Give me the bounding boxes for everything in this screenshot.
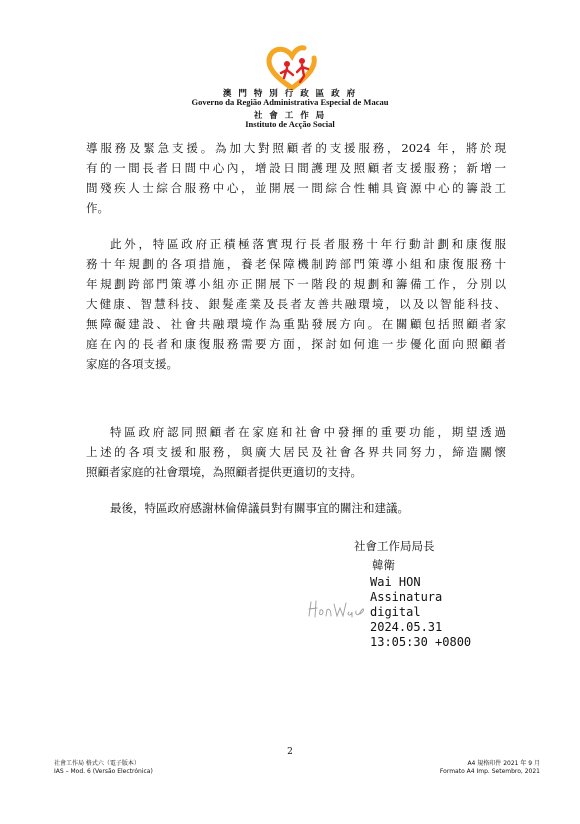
paragraph-1 [86, 138, 506, 218]
government-name-portuguese: Governo da Região Administrativa Especial de Macau [191, 97, 389, 107]
text-line: 年規劃跨部門策導小組亦正開展下一階段的規劃和籌備工作，分別以 [86, 277, 506, 291]
digital-signature-date: 2024.05.31 [370, 620, 443, 634]
text-line: 大健康、智慧科技、銀髮產業及長者友善共融環境，以及以智能科技、 [86, 297, 506, 311]
paragraph-3 [86, 422, 506, 482]
form-code-chinese: 社會工作局 格式六（電子版本） [54, 760, 140, 767]
footer-left [54, 760, 153, 776]
paragraph-2 [86, 234, 506, 374]
text-line: 上述的各項支援和服務，與廣大居民及社會各界共同努力，締造關懷 [86, 445, 506, 459]
form-code-portuguese: IAS – Mod. 6 (Versão Electrónica) [54, 768, 153, 775]
signatory-name: 韓衛 [372, 558, 395, 572]
text-line: 導服務及緊急支援。為加大對照顧者的支援服務，2024 年，將於現 [86, 141, 506, 155]
page-number: 2 [287, 747, 293, 757]
ias-logo-heart-icon [264, 44, 320, 92]
institute-name-portuguese: Instituto de Acção Social [245, 119, 335, 129]
text-line: 務十年規劃的各項措施，養老保障機制跨部門策導小組和康復服務十 [86, 257, 506, 271]
text-line: 間殘疾人士綜合服務中心，並開展一間綜合性輔具資源中心的籌設工 [86, 181, 506, 195]
government-name-chinese: 澳 門 特 別 行 政 區 政 府 [222, 89, 358, 99]
digital-signature-line: Wai HON [370, 575, 421, 589]
text-line: 此外，特區政府正積極落實現行長者服務十年行動計劃和康復服 [110, 237, 506, 251]
text-line: 家庭的各項支援。 [86, 357, 178, 371]
institute-name-chinese: 社 會 工 作 局 [253, 111, 327, 121]
digital-signature-time: 13:05:30 +0800 [370, 635, 472, 649]
text-line: 最後，特區政府感謝林倫偉議員對有關事宜的關注和建議。 [110, 501, 409, 515]
text-line: 無障礙建設、社會共融環境作為重點發展方向。在關顧包括照顧者家 [86, 317, 506, 331]
digital-signature [370, 575, 471, 650]
paragraph-4 [86, 498, 506, 518]
handwritten-signature [306, 596, 368, 622]
text-line: 照顧者家庭的社會環境，為照顧者提供更適切的支持。 [86, 465, 362, 479]
print-format-chinese: A4 規格印件 2021 年 9 月 [467, 760, 540, 767]
text-line: 有的一間長者日間中心內，增設日間護理及照顧者支援服務；新增一 [86, 161, 506, 175]
digital-signature-line: Assinatura [370, 590, 443, 604]
signatory-title: 社會工作局局長 [354, 539, 435, 553]
footer-right [440, 760, 540, 776]
print-format-portuguese: Formato A4 Imp. Setembro, 2021 [439, 768, 540, 775]
text-line: 特區政府認同照顧者在家庭和社會中發揮的重要功能，期望透過 [110, 425, 506, 439]
digital-signature-line: digital [370, 605, 421, 619]
text-line: 作。 [86, 201, 109, 215]
text-line: 庭在內的長者和康復服務需要方面，探討如何進一步優化面向照顧者 [86, 337, 506, 351]
